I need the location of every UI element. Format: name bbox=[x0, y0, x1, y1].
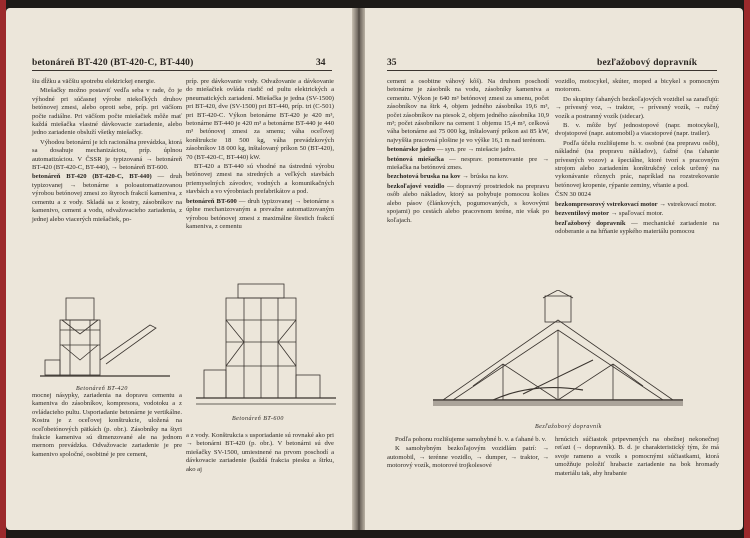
paragraph: Podľa účelu rozlišujeme b. v. osobné (na prepravu osôb), nákladné (na prepravu nákladov), ťažné (na ťahanie prívesných vozov) a špeciálne, ktoré tvorí s pracovným strojom alebo zariadením konštrukčný celok určený na vykonávanie rôznych prác, napríklad na rozstrekovanie betónovej kropenie, rýpanie zeminy, vŕtanie a pod. bbox=[555, 139, 719, 189]
entry bbox=[387, 156, 549, 173]
betonaren-bt600-illustration bbox=[196, 280, 336, 412]
paragraph: cement a osobitne váhový kôš). Na druhom poschodí betonárne je zásobník na vodu, zásobníky kameniva a cementu. Výkon je 640 m³ betónovej zmesi za smenu, počet zásobníkov na štrk 4, objem jedného zásobníka 19,6 m³, počet zásobníkov na piesok 2, objem jedného zásobníka 10,9 m³; počet zásobníkov na cement 1 objemu 15,4 m³, celková váha betonárne asi 75 000 kg, inštalovaný príkon asi 85 kW, najvyššia pracovná plošine je vo výške 16,1 m nad terénom. bbox=[387, 78, 549, 144]
entry bbox=[555, 210, 719, 218]
paragraph: vozidlo, motocykel, skúter, moped a bicykel s pomocným motorom. bbox=[555, 78, 719, 94]
paragraph: Podľa pohonu rozlišujeme samohybné b. v. a ťahané b. v. bbox=[395, 436, 547, 443]
book-gutter bbox=[352, 8, 366, 530]
cover-edge-right bbox=[744, 0, 750, 538]
entry-text: → brúska na kov. bbox=[462, 173, 509, 181]
entry bbox=[555, 201, 719, 209]
paragraph: Do skupiny ťahaných bezkoľajových vozidiel sa zaraďujú: → prívesný voz, → traktor, → prívesný vozík, → ručný vozík a postranný vozík (sidecar). bbox=[555, 95, 719, 120]
entry bbox=[186, 198, 334, 232]
entry-text: — mechanické zariadenie na odoberanie a na hŕňanie sypkého materiálu pomocou bbox=[555, 219, 720, 235]
left-col2-top bbox=[186, 78, 334, 232]
left-col1-bottom bbox=[32, 392, 182, 460]
entry bbox=[387, 173, 549, 181]
entry bbox=[555, 220, 719, 237]
entry-term: betonárske jadro bbox=[387, 146, 436, 154]
betonaren-bt420-illustration bbox=[40, 290, 170, 382]
paragraph: a z vody. Konštrukcia s usporiadanie sú rovnaké ako pri → betonárni BT-420 (p. obr.). V betonárni sú dve miešačky SV-1500, umiestnené na prvom poschodí a dávkovacie zariadenie (každá frakcia piesku a štrku, ako aj bbox=[186, 432, 334, 473]
entry bbox=[387, 183, 549, 225]
paragraph: B. v. môže byť jednostopové (napr. motocykel), dvojstopové (napr. automobil) a viacstopové (napr. trailer). bbox=[555, 122, 719, 138]
right-col2-top bbox=[555, 78, 719, 237]
conveyor-shed-illustration bbox=[433, 290, 683, 420]
entry-text: — druh typizovanej → betonárne s úplne mechanizovaným a prevažne automatizovaným výrobou betónovej zmesi z maximálne šiestich frakcií kameniva, z cementu bbox=[186, 197, 334, 230]
paragraph: Miešačky možno postaviť vedľa seba v rade, čo je výhodné pri súčasnej výrobe niekoľkých druhov betónovej zmesi, alebo oproti sebe, príp. pri väčšom počte radiálne. Pri väčšom počte miešačiek môže mať každá miešačka vlastné dávkovacie zariadenie, alebo jedno zariadenie obsluží všetky miešačky. bbox=[32, 87, 182, 137]
standard-reference: ČSN 30 0024 bbox=[555, 191, 591, 199]
entry-text: — druh typizovanej → betonárne s poloautomatizovanou výrobou betónovej zmesi zo štyroch frakcií kameniva, z cementu a z vody. Skladá sa z kostry, zásobníkov na kamenivo, cement a vodu, odvažovacieho zariadenia, z jednej alebo viacerých miešačiek, po- bbox=[32, 173, 182, 223]
entry-text: → vstrekovací motor. bbox=[659, 200, 717, 208]
left-page-header: betonáreň BT-420 (BT-420-C, BT-440) bbox=[32, 58, 194, 68]
paragraph: hrnúcich súčiastok pripevnených na obežnej nekonečnej reťazi (→ dopravník). B. d. je charakteristický tým, že má svoje rameno a vozík s pomocnými súčiastkami, ktorá umožňuje položiť hrabacie zariadenie na bok hromady materiálu tak, aby hrabanie bbox=[555, 436, 719, 477]
figure-caption: Betonáreň BT-600 bbox=[232, 416, 284, 422]
header-rule bbox=[387, 70, 717, 71]
entry-term: bezľažobový dopravník bbox=[555, 219, 626, 227]
entry-term: betonáreň BT-600 bbox=[186, 197, 237, 205]
left-col1-top bbox=[32, 78, 182, 225]
left-col2-bottom bbox=[186, 432, 334, 475]
right-col2-bottom bbox=[555, 436, 719, 479]
entry-term: bezkompresorový vstrekovací motor bbox=[555, 200, 658, 208]
paragraph: šiu dĺžku a väčšiu spotrebu elektrickej energie. bbox=[32, 78, 156, 85]
figure-caption: Betonáreň BT-420 bbox=[76, 386, 128, 392]
entry-text: → spaľovací motor. bbox=[610, 210, 664, 218]
entry-term: bezchotová bruska na kov bbox=[387, 173, 461, 181]
right-page-number: 35 bbox=[387, 58, 397, 68]
right-page-header: bezľažobový dopravník bbox=[597, 58, 698, 68]
entry-text: — dopravný prostriedok na prepravu osôb alebo nákladov, ktorý sa pohybuje pomocou kolies alebo pásov (článkových, pogumovaných, s kovovými spojami) po cestách alebo pracovnom teréne, nie však po koľajach. bbox=[387, 182, 550, 224]
paragraph: príp. pre dávkovanie vody. Odvažovanie a dávkovanie do miešačiek ovláda riadič od pultu elektrických a pneumatických zariadení. Miešačka je jedna (SV-1500) pri BT-420, dve (SV-1500) pri BT-440, príp. tri (C-501) pri BT-420-C. Výkon betonárne BT-420 je 420 m³, betonárne BT-440 je 420 m³ a betonárne BT-440 je 440 m³ betónovej zmesi za smenu; váha oceľovej konštrukcie 18 500 kg, váha prevádzkových zásobníkov 18 000 kg, inštalovaný príkon 50 (BT-420), 70 (BT-420-C, BT-440) kW. bbox=[186, 78, 334, 161]
right-page bbox=[365, 8, 743, 530]
left-page bbox=[6, 8, 360, 530]
entry-text: — nesprav. pomenovanie pre → miešačka na betónovú zmes. bbox=[387, 155, 549, 172]
entry-term: betónová miešačka bbox=[387, 155, 444, 163]
entry-term: betonáreň BT-420 (BT-420-C, BT-440) bbox=[32, 173, 152, 181]
right-col1-bottom bbox=[387, 436, 549, 472]
paragraph: K samohybným bezkoľajovým vozidlám patrí: → automobil, → terénne vozidlo, → dumper, → traktor, → motorový vozík, motorové trojkolesové bbox=[387, 445, 549, 470]
paragraph: BT-420 a BT-440 sú vhodné na ústrednú výrobu betónovej zmesi na stredných a veľkých stavbách priemyselných závodov, vodných a komunikačných stavbách a vo výrobniach prefabrikátov a pod. bbox=[186, 163, 334, 196]
right-col1-top bbox=[387, 78, 549, 226]
left-page-number: 34 bbox=[316, 58, 326, 68]
paragraph: mocnej násypky, zariadenia na dopravu cementu a kameniva do zásobníkov, kompresora, vodotoku a z ovládacieho pultu. Usporiadanie betonárne je vertikálne. Kostra je z oceľovej konštrukcie, uložená na oceľobetónových pätkách (p. obr.). Zásobníky na štyri frakcie kameniva sú dimenzované ale na jednom mernom prevádzka. Odvažovacie zariadenie je pre kamenivo spoločné, osobitné je pre cement, bbox=[32, 392, 182, 458]
entry bbox=[387, 146, 549, 154]
entry-term: bezkoľajové vozidlo bbox=[387, 182, 445, 190]
header-rule bbox=[32, 70, 332, 71]
paragraph: Výhodou betonární je ich racionálna prevádzka, ktorá sa dosahuje mechanizáciou, príp. úplnou automatizáciou. V ČSSR je typizovaná → betonáreň BT-420 (BT-420-C, BT-440), → betonáreň BT-600. bbox=[32, 138, 182, 172]
figure-caption: Bezľažobový dopravník bbox=[535, 424, 602, 430]
entry-text: — syn. pre → miešacie jadro. bbox=[436, 146, 516, 154]
entry bbox=[32, 173, 182, 223]
entry-term: bezventilový motor bbox=[555, 210, 610, 218]
